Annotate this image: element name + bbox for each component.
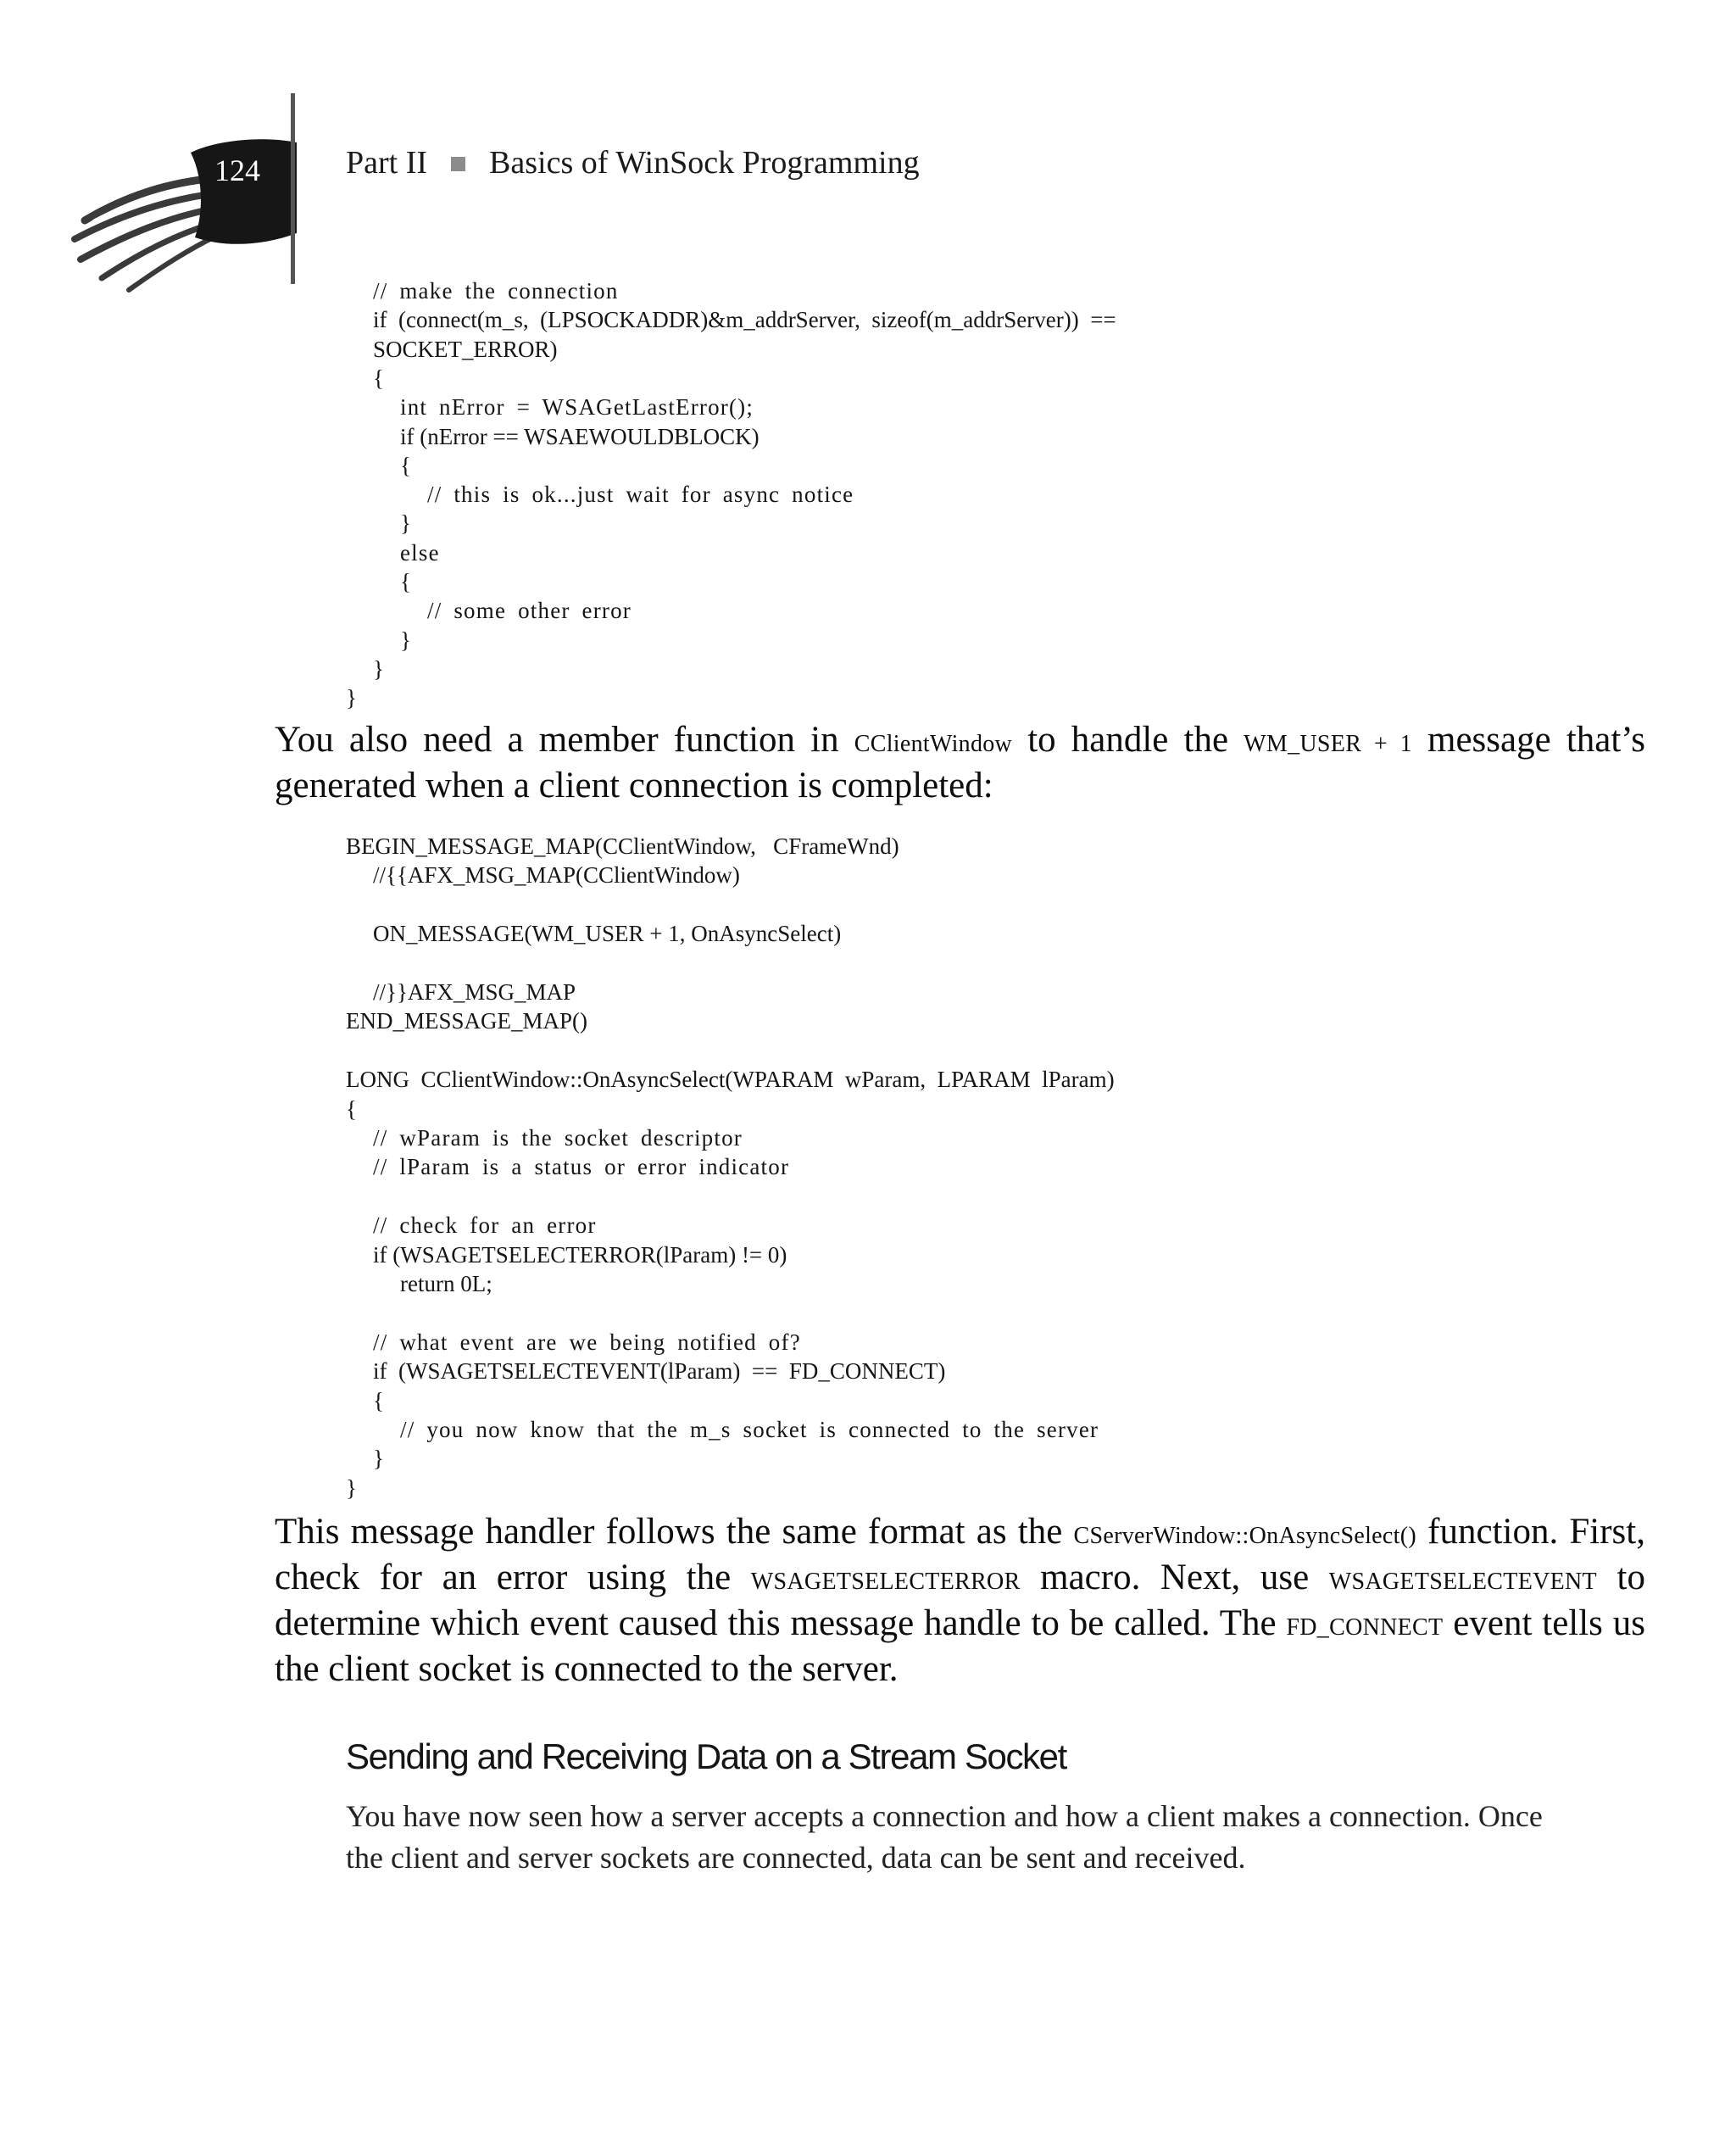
code-line: { [373, 365, 384, 391]
inline-code: WSAGETSELECTEVENT [1328, 1569, 1597, 1595]
code-line: else [400, 539, 440, 566]
code-line: // some other error [427, 598, 632, 624]
code-line: if (connect(m_s, (LPSOCKADDR)&m_addrServer, sizeof(m_addrServer)) == [373, 307, 1116, 333]
code-line: LONG CClientWindow::OnAsyncSelect(WPARAM wParam, LPARAM lParam) [346, 1067, 1115, 1093]
code-line: } [373, 1446, 384, 1472]
inline-code: WM_USER + 1 [1244, 731, 1412, 757]
code-line: ON_MESSAGE(WM_USER + 1, OnAsyncSelect) [373, 921, 842, 947]
inline-code: CServerWindow::OnAsyncSelect() [1073, 1523, 1416, 1549]
code-line: END_MESSAGE_MAP() [346, 1008, 588, 1034]
code-line: if (WSAGETSELECTERROR(lParam) != 0) [373, 1241, 787, 1268]
square-bullet-icon [451, 157, 465, 171]
inline-code: CClientWindow [854, 731, 1013, 757]
page-header [0, 0, 1736, 305]
section-heading: Sending and Receiving Data on a Stream Socket [346, 1736, 1066, 1776]
code-line: } [400, 627, 411, 653]
code-line: // you now know that the m_s socket is connected to the server [400, 1417, 1099, 1442]
code-line: { [400, 452, 411, 478]
code-line: { [400, 569, 411, 594]
code-line: // wParam is the socket descriptor [373, 1125, 743, 1151]
code-line: // lParam is a status or error indicator [373, 1154, 790, 1180]
code-line: SOCKET_ERROR) [373, 336, 558, 362]
code-line: if (WSAGETSELECTEVENT(lParam) == FD_CONNECT) [373, 1358, 946, 1385]
code-line: // make the connection [373, 278, 619, 304]
code-line: } [346, 685, 357, 711]
inline-code: WSAGETSELECTERROR [750, 1569, 1021, 1595]
code-line: BEGIN_MESSAGE_MAP(CClientWindow, CFrameWnd) [346, 833, 899, 859]
code-line: if (nError == WSAEWOULDBLOCK) [400, 423, 760, 449]
code-line: { [346, 1095, 357, 1122]
code-line: { [373, 1387, 384, 1413]
code-line: //{{AFX_MSG_MAP(CClientWindow) [373, 862, 740, 889]
code-line: // what event are we being notified of? [373, 1329, 801, 1355]
inline-code: FD_CONNECT [1286, 1614, 1444, 1641]
code-line: return 0L; [400, 1271, 492, 1296]
page-number: 124 [214, 153, 260, 187]
code-line: // this is ok...just wait for async notice [427, 482, 854, 508]
code-line: int nError = WSAGetLastError(); [400, 394, 754, 421]
section-paragraph: You have now seen how a server accepts a connection and how a client makes a connection. Once the client and server sockets are connected, data can be sent and received. [346, 1799, 1543, 1875]
part-label: Part II [346, 145, 428, 181]
body-paragraph: You also need a member function in CClientWindow to handle the WM_USER + 1 message that’s generated when a client connection is completed: [275, 720, 1645, 805]
running-head [346, 144, 920, 181]
code-line: } [373, 655, 384, 682]
code-line: } [400, 510, 411, 537]
chapter-title: Basics of WinSock Programming [489, 145, 920, 181]
code-line: //}}AFX_MSG_MAP [373, 979, 576, 1005]
pointing-hand-icon [68, 93, 322, 297]
body-paragraph: This message handler follows the same format as the CServerWindow::OnAsyncSelect() function. First, check for an error using the WSAGETSELECTERROR macro. Next, use WSAGETSELECTEVENT to determine which event caused this message handle to be called. The FD_CONNECT event tells us the client socket is connected to the server. [275, 1512, 1645, 1689]
code-line: // check for an error [373, 1212, 597, 1239]
code-line: } [346, 1474, 357, 1501]
